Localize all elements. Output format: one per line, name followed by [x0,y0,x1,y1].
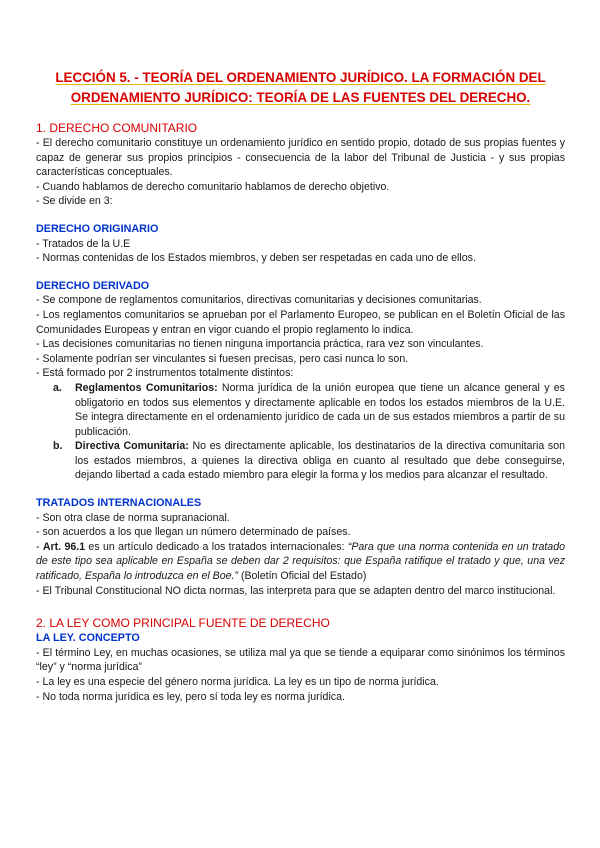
paragraph-line: - El derecho comunitario constituye un ordenamiento jurídico en sentido propio, dotado de sus propias fuentes y capaz de generar sus propios principios - consecuencia de la labor del Tribunal de Justicia - y sus propias características conceptuales. [36,137,565,179]
paragraph-line: - Los reglamentos comunitarios se aprueban por el Parlamento Europeo, se publican en el Boletín Oficial de las Comunidades Europeas y entran en vigor cuando el propio reglamento lo indica. [36,308,565,336]
list-marker: b. [53,440,63,453]
instrument-list [36,381,565,483]
subheading-la-ley-concepto: LA LEY. CONCEPTO [36,632,140,645]
paragraph-line: - Tratados de la U.E [36,237,131,250]
text-fragment: - [36,540,43,553]
list-marker: a. [53,381,62,394]
paragraph-line: - El término Ley, en muchas ocasiones, se utiliza mal ya que se tiende a equiparar como sinónimos los términos “ley” y “norma jurídica” [36,646,565,674]
paragraph-line: - No toda norma jurídica es ley, pero sí toda ley es norma jurídica. [36,690,345,703]
list-item-directiva [53,439,566,483]
article-quote: “Para que una norma contenida en un tratado de este tipo sea aplicable en España se deben dar 2 requisitos: que España ratifique el tratado y que, una vez ratificado, España lo introduzca en el Boe.” [36,540,565,583]
article-label: Art. 96.1 [42,540,86,553]
subheading-derecho-originario: DERECHO ORIGINARIO [36,222,159,235]
paragraph-line: - Son otra clase de norma supranacional. [36,511,230,524]
section-heading-derecho-comunitario: 1. DERECHO COMUNITARIO [36,121,198,135]
text-fragment: (Boletín Oficial del Estado) [238,570,367,583]
list-text: No es directamente aplicable, los destinatarios de la directiva comunitaria son los estados miembros, a quienes la directiva obliga en cuanto al resultado que debe conseguirse, dejando libertad a cada estado miembro para elegir la forma y los medios para alcanzar el resultado. [75,440,566,482]
list-text: Norma jurídica de la unión europea que tiene un alcance general y es obligatorio en todos sus elementos y directamente aplicable en todos los estados miembros de la U.E. Se integra directamente en el ordenamiento jurídico de cada un de sus estados miembros a partir de su publicación. [75,381,565,438]
paragraph-line: - Cuando hablamos de derecho comunitario hablamos de derecho objetivo. [36,180,390,193]
subheading-tratados-internacionales: TRATADOS INTERNACIONALES [36,497,202,510]
paragraph-line: - Las decisiones comunitarias no tienen ninguna importancia práctica, rara vez son vinculantes. [36,338,484,351]
list-term: Reglamentos Comunitarios: [75,381,218,394]
paragraph-line: - Se divide en 3: [36,195,113,208]
paragraph-line: - Normas contenidas de los Estados miembros, y deben ser respetadas en cada uno de ellos. [36,252,476,265]
paragraph-line: - son acuerdos a los que llegan un número determinado de países. [36,526,351,539]
list-item-reglamentos [53,381,565,439]
paragraph-line: - Se compone de reglamentos comunitarios, directivas comunitarias y decisiones comunitarias. [36,294,482,307]
paragraph-line: - Solamente podrían ser vinculantes si fuesen precisas, pero casi nunca lo son. [36,352,409,365]
paragraph-line: - La ley es una especie del género norma jurídica. La ley es un tipo de norma jurídica. [36,676,439,688]
subheading-derecho-derivado: DERECHO DERIVADO [36,279,150,292]
section-heading-la-ley: 2. LA LEY COMO PRINCIPAL FUENTE DE DERECHO [36,616,330,631]
paragraph-line: - Está formado por 2 instrumentos totalmente distintos: [36,367,294,380]
text-fragment: es un artículo dedicado a los tratados internacionales: [85,540,348,553]
list-term: Directiva Comunitaria: [75,440,189,453]
paragraph-article-96 [36,540,565,584]
lesson-title: LECCIÓN 5. - TEORÍA DEL ORDENAMIENTO JURÍDICO. LA FORMACIÓN DEL ORDENAMIENTO JURÍDICO: TEORÍA DE LAS FUENTES DEL DERECHO. [55,70,546,105]
paragraph-line: - El Tribunal Constitucional NO dicta normas, las interpreta para que se adapten dentro del marco institucional. [36,584,556,597]
